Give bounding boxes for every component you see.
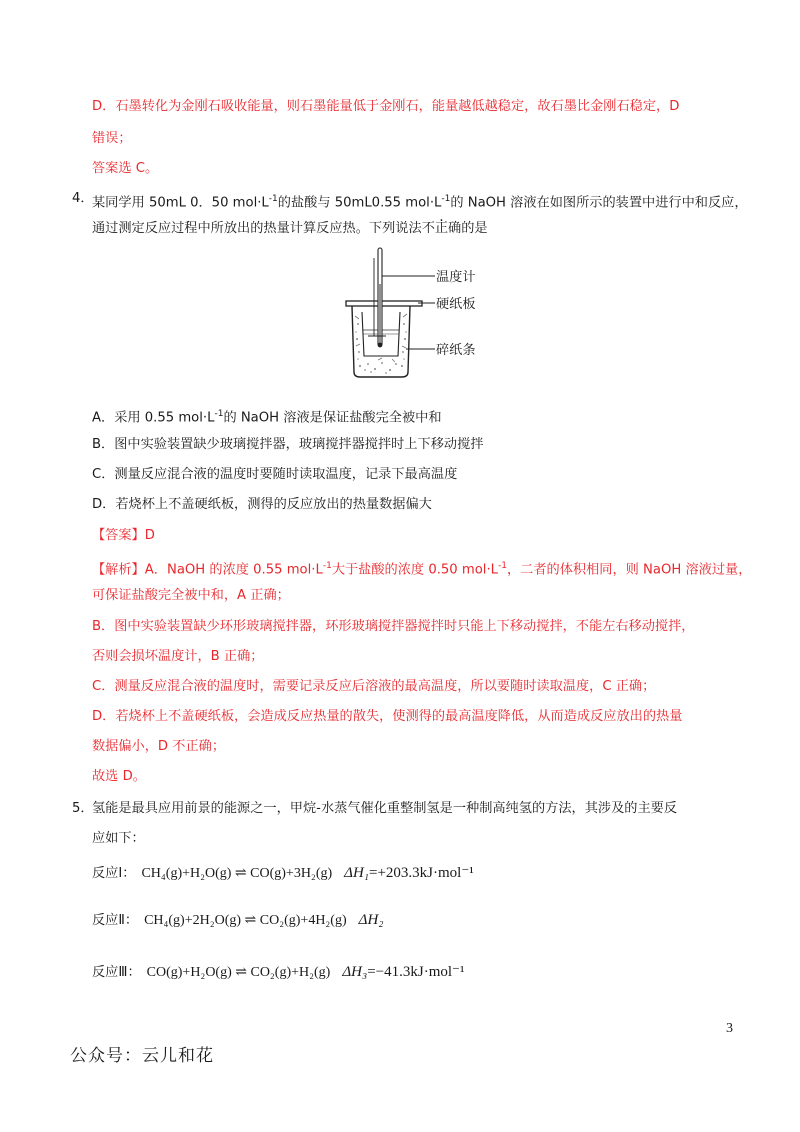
option-c: C．测量反应混合液的温度时要随时读取温度，记录下最高温度 — [92, 467, 458, 482]
label-cardboard: 硬纸板 — [436, 297, 476, 312]
reaction-1: 反应Ⅰ： CH₄(g)+H₂O(g) ⇌ CO(g)+3H₂(g) ΔH₁=+203.3kJ·mol⁻¹ — [92, 865, 474, 881]
prev-answer-line-2: 错误； — [92, 131, 132, 146]
prev-answer-line-1: D．石墨转化为金刚石吸收能量，则石墨能量低于金刚石，能量越低越稳定，故石墨比金刚石稳定，D — [92, 99, 680, 114]
question-5-stem-line-2: 应如下： — [92, 831, 145, 846]
question-5-number: 5． — [72, 801, 94, 816]
analysis-line-2: 可保证盐酸完全被中和，A 正确； — [92, 588, 290, 603]
reaction-3: 反应Ⅲ： CO(g)+H₂O(g) ⇌ CO₂(g)+H₂(g) ΔH₃=−41.3kJ·mol⁻¹ — [92, 964, 465, 980]
footer-wechat-account: 公众号：云儿和花 — [70, 1046, 214, 1066]
label-shredded-paper: 碎纸条 — [436, 343, 476, 358]
analysis-line-6: D．若烧杯上不盖硬纸板，会造成反应热量的散失，使测得的最高温度降低，从而造成反应放出的热量 — [92, 709, 683, 724]
emphasis-not-correct: 不正确 — [421, 221, 462, 236]
analysis-line-1: 【解析】A．NaOH 的浓度 0.55 $mol\cdot L^{-1}$大于盐酸的浓度 0.50 $mol\cdot L^{-1}$，二者的体积相同，则 NaOH 溶液过量， — [92, 561, 752, 578]
analysis-line-8: 故选 D。 — [92, 769, 146, 784]
page-number: 3 — [726, 1021, 733, 1036]
answer-label: 【答案】D — [92, 528, 155, 543]
prev-answer-line-3: 答案选 C。 — [92, 161, 159, 176]
question-4-number: 4． — [72, 191, 94, 206]
label-thermometer: 温度计 — [436, 270, 476, 285]
analysis-line-4: 否则会损坏温度计，B 正确； — [92, 649, 264, 664]
option-b: B．图中实验装置缺少玻璃搅拌器，玻璃搅拌器搅拌时上下移动搅拌 — [92, 437, 484, 452]
analysis-line-7: 数据偏小，D 不正确； — [92, 739, 226, 754]
question-5-stem-line-1: 氢能是最具应用前景的能源之一，甲烷-水蒸气催化重整制氢是一种制高纯氢的方法，其涉及的主要反 — [92, 801, 678, 816]
reaction-2: 反应Ⅱ： CH₄(g)+2H₂O(g) ⇌ CO₂(g)+4H₂(g) ΔH₂ — [92, 912, 384, 928]
option-d: D．若烧杯上不盖硬纸板，测得的反应放出的热量数据偏大 — [92, 497, 432, 512]
analysis-line-3: B．图中实验装置缺少环形玻璃搅拌器，环形玻璃搅拌器搅拌时只能上下移动搅拌，不能左右移动搅拌， — [92, 619, 695, 634]
question-4-stem-line-1: 某同学用 50mL 0．50 $mol\cdot L^{-1}$的盐酸与 50mL0.55 $mol\cdot L^{-1}$的 NaOH 溶液在如图所示的装置中进行中和反应， — [92, 194, 748, 211]
option-a: A．采用 0.55 $mol\cdot L^{-1}$的 NaOH 溶液是保证盐酸完全被中和 — [92, 409, 442, 426]
analysis-line-5: C．测量反应混合液的温度时，需要记录反应后溶液的最高温度，所以要随时读取温度，C 正确； — [92, 679, 656, 694]
question-4-stem-line-2: 通过测定反应过程中所放出的热量计算反应热。下列说法不正确的是 — [92, 221, 488, 236]
